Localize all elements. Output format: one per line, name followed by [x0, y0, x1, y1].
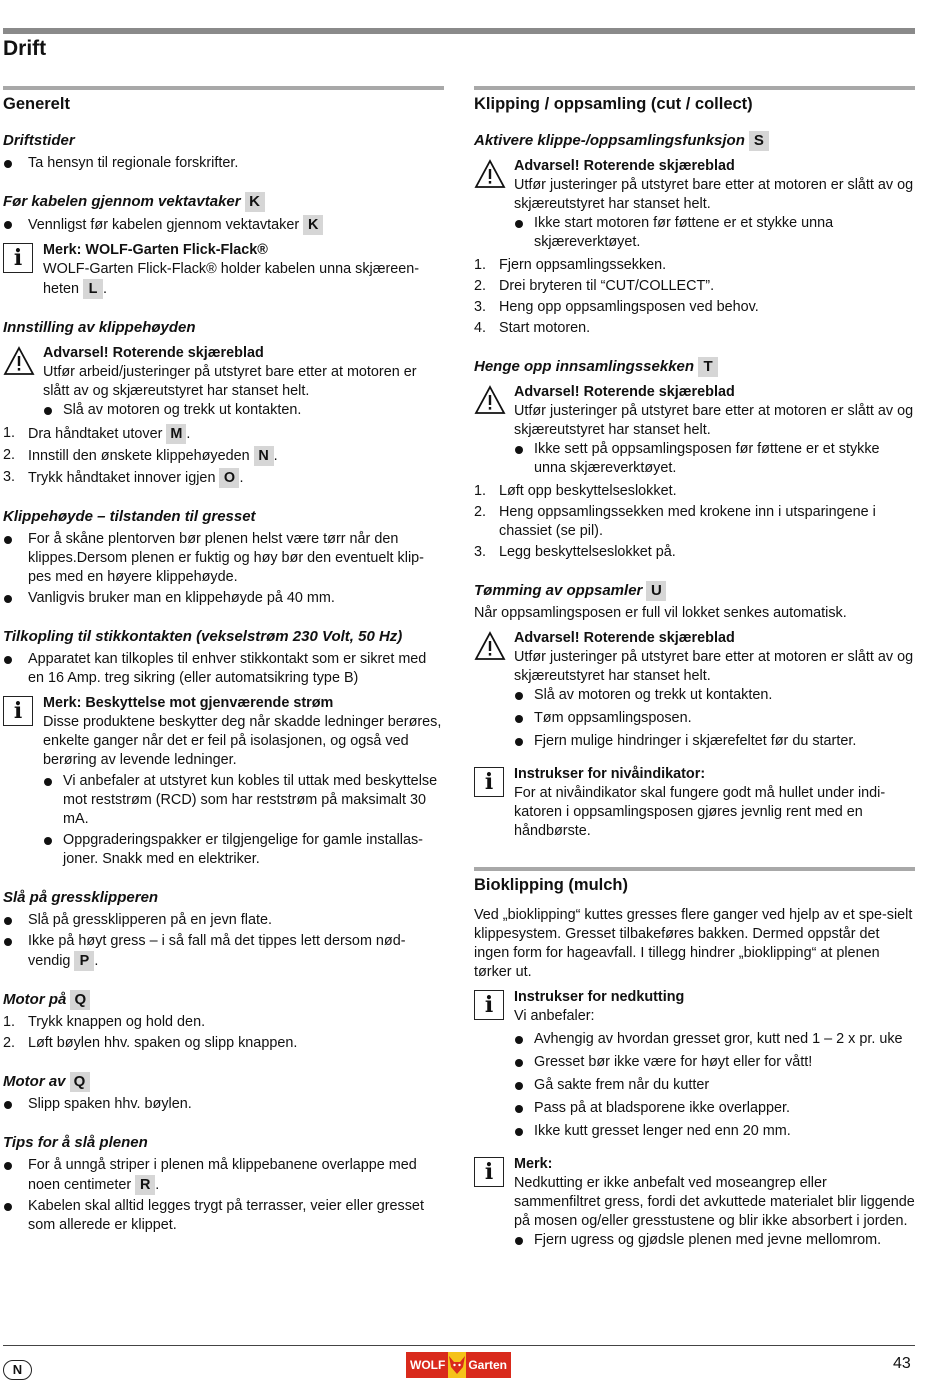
list-item: Slå av motoren og trekk ut kontakten. [43, 401, 444, 420]
figure-tag: Q [70, 1072, 90, 1092]
note-title: Merk: [514, 1156, 553, 1172]
language-badge: N [3, 1360, 32, 1380]
step-item: 1. Trykk knappen og hold den. [3, 1014, 206, 1030]
info-note [474, 988, 915, 1143]
list-item: Pass på at bladsporene ikke overlapper. [514, 1099, 915, 1118]
warning-note [474, 157, 915, 254]
fox-icon [448, 1352, 466, 1378]
list-item: Kabelen skal alltid legges trygt på terrasser, veier eller gresset som allerede er klippet. [3, 1197, 444, 1235]
figure-tag: O [219, 468, 239, 488]
warning-title: Advarsel! Roterende skjæreblad [514, 384, 735, 400]
page-title: Drift [3, 37, 47, 60]
step-item: 1. Fjern oppsamlingssekken. [474, 257, 667, 273]
info-icon: i [3, 696, 33, 726]
heading-tips: Tips for å slå plenen [3, 1134, 148, 1151]
list-item: Ikke sett på oppsamlingsposen før føttene er et stykke unna skjæreverktøyet. [514, 440, 915, 478]
list-item: Avhengig av hvordan gresset gror, kutt ned 1 – 2 x pr. uke [514, 1030, 915, 1049]
warning-title: Advarsel! Roterende skjæreblad [43, 345, 264, 361]
figure-tag: L [83, 279, 103, 299]
step-item: 4. Start motoren. [474, 320, 591, 336]
logo-text-right: Garten [466, 1352, 511, 1378]
list-item: Fjern mulige hindringer i skjærefeltet før du starter. [514, 732, 915, 751]
info-icon: i [474, 1157, 504, 1187]
list-item: Slå av motoren og trekk ut kontakten. [514, 686, 915, 705]
list-item: Apparatet kan tilkoples til enhver stikkontakt som er sikret med en 16 Amp. treg sikring (eller automatsikring type B) [3, 650, 444, 688]
note-title: Merk: WOLF-Garten Flick-Flack® [43, 242, 268, 258]
warning-text: Utfør arbeid/justeringer på utstyret bare etter at motoren er slått av og skjæreutstyret har stanset helt. [43, 364, 417, 399]
warning-note [474, 383, 915, 480]
list-item: Ikke start motoren før føttene er et stykke unna skjæreverktøyet. [514, 214, 915, 252]
warning-icon [474, 385, 506, 415]
step-item: 1. Dra håndtaket utover M . [3, 425, 191, 442]
step-item: 2. Heng oppsamlingssekken med krokene inn i utsparingene i chassiet (se pil). [474, 504, 876, 539]
heading-henge: Henge opp innsamlingssekken T [474, 357, 915, 377]
heading-klippehoyde: Klippehøyde – tilstanden til gresset [3, 508, 256, 525]
list-item: Ikke på høyt gress – i så fall må det tippes lett dersom nød-vendig P . [3, 932, 444, 971]
warning-note [474, 629, 915, 753]
list-item: Vennligst før kabelen gjennom vektavtaker K [3, 215, 444, 235]
figure-tag: T [698, 357, 718, 377]
list-item: Ikke kutt gresset lenger ned enn 20 mm. [514, 1122, 915, 1141]
heading-motor-av: Motor av Q [3, 1072, 444, 1092]
figure-tag: P [74, 951, 94, 971]
figure-tag: M [166, 424, 186, 444]
step-item: 2. Løft bøylen hhv. spaken og slipp knappen. [3, 1035, 298, 1051]
figure-tag: K [245, 192, 265, 212]
heading-kabel: Før kabelen gjennom vektavtaker K [3, 192, 444, 212]
section-title-generelt: Generelt [3, 95, 70, 113]
page-number: 43 [893, 1355, 911, 1372]
info-note [474, 1155, 915, 1252]
heading-aktivere: Aktivere klippe-/oppsamlingsfunksjon S [474, 131, 915, 151]
list-item: Gå sakte frem når du kutter [514, 1076, 915, 1095]
note-text: Nedkutting er ikke anbefalt ved moseangrep eller sammenfiltret gress, fordi det avkuttede materialet blir liggende på mosen og/eller gresstustene og blir ikke absorbert i jorden. [514, 1175, 915, 1229]
warning-text: Utfør justeringer på utstyret bare etter at motoren er slått av og skjæreutstyret har stanset helt. [514, 649, 914, 684]
info-note [474, 765, 915, 841]
warning-text: Utfør justeringer på utstyret bare etter at motoren er slått av og skjæreutstyret har stanset helt. [514, 403, 914, 438]
figure-tag: Q [70, 990, 90, 1010]
note-text: For at nivåindikator skal fungere godt må hullet under indi-katoren i oppsamlingsposen gjøres jevnlig rent med en håndbørste. [514, 785, 886, 839]
footer-rule [3, 1345, 915, 1346]
info-note [3, 694, 444, 770]
paragraph: Når oppsamlingsposen er full vil lokket senkes automatisk. [474, 605, 847, 621]
warning-title: Advarsel! Roterende skjæreblad [514, 158, 735, 174]
note-title: Instrukser for nedkutting [514, 989, 685, 1005]
right-column [474, 86, 915, 1254]
list-item: Ta hensyn til regionale forskrifter. [3, 154, 444, 173]
list-item: Tøm oppsamlingsposen. [514, 709, 915, 728]
logo-text-left: WOLF [406, 1352, 448, 1378]
note-title: Instrukser for nivåindikator: [514, 766, 706, 782]
list-item: Fjern ugress og gjødsle plenen med jevne mellomrom. [514, 1231, 915, 1250]
list-item: Oppgraderingspakker er tilgjengelige for gamle installas-joner. Snakk med en elektriker. [43, 831, 444, 869]
list-item: For å unngå striper i plenen må klippebanene overlappe med noen centimeter R . [3, 1156, 444, 1195]
heading-tomming: Tømming av oppsamler U [474, 581, 915, 601]
step-item: 1. Løft opp beskyttelseslokket. [474, 483, 677, 499]
section-rule [474, 86, 915, 90]
note-text: WOLF-Garten Flick-Flack® holder kabelen unna skjæreen-heten L . [43, 261, 420, 297]
step-item: 2. Drei bryteren til “CUT/COLLECT”. [474, 278, 715, 294]
warning-icon [474, 159, 506, 189]
section-title-klipping: Klipping / oppsamling (cut / collect) [474, 95, 753, 113]
heading-sla-pa: Slå på gressklipperen [3, 889, 159, 906]
note-text: Vi anbefaler: [514, 1008, 595, 1024]
heading-motor-pa: Motor på Q [3, 990, 444, 1010]
list-item: Slå på gressklipperen på en jevn flate. [3, 911, 444, 930]
note-title: Merk: Beskyttelse mot gjenværende strøm [43, 695, 334, 711]
list-item: Slipp spaken hhv. bøylen. [3, 1095, 444, 1114]
list-item: For å skåne plentorven bør plenen helst være tørr når den klippes.Dersom plenen er fuktig og høy bør den eventuelt klip-pes med en høyere klippehøyde. [3, 530, 444, 587]
left-column [3, 86, 444, 1237]
step-item: 2. Innstill den ønskete klippehøyeden N . [3, 447, 278, 464]
info-icon: i [3, 243, 33, 273]
list-item: Vi anbefaler at utstyret kun kobles til uttak med beskyttelse mot reststrøm (RCD) som har reststrøm på maksimalt 30 mA. [43, 772, 444, 829]
note-text: Disse produktene beskytter deg når skadde ledninger berøres, enkelte ganger når det er feil på isolasjonen, og også ved berøring av levende ledninger. [43, 714, 442, 768]
heading-innstilling: Innstilling av klippehøyden [3, 319, 196, 336]
step-item: 3. Trykk håndtaket innover igjen O . [3, 469, 244, 486]
step-item: 3. Legg beskyttelseslokket på. [474, 544, 676, 560]
step-item: 3. Heng opp oppsamlingsposen ved behov. [474, 299, 759, 315]
figure-tag: R [135, 1175, 155, 1195]
warning-note [3, 344, 444, 422]
info-icon: i [474, 990, 504, 1020]
list-item: Gresset bør ikke være for høyt eller for vått! [514, 1053, 915, 1072]
list-item: Vanligvis bruker man en klippehøyde på 40 mm. [3, 589, 444, 608]
warning-icon [3, 346, 35, 376]
figure-tag: U [646, 581, 666, 601]
top-bar [3, 28, 915, 34]
paragraph: Ved „bioklipping“ kuttes gresses flere ganger ved hjelp av et spe-sielt klippesystem. Gresset tilbakeføres bakken. Dermed oppstår det ingen form for hageavfall. I tillegg hindrer „bioklipping“ at plenen tørker ut. [474, 907, 913, 980]
heading-tilkopling: Tilkopling til stikkontakten (vekselstrøm 230 Volt, 50 Hz) [3, 628, 403, 645]
section-rule [3, 86, 444, 90]
warning-text: Utfør justeringer på utstyret bare etter at motoren er slått av og skjæreutstyret har stanset helt. [514, 177, 914, 212]
heading-driftstider: Driftstider [3, 132, 75, 149]
figure-tag: K [303, 215, 323, 235]
brand-logo [406, 1352, 510, 1378]
warning-icon [474, 631, 506, 661]
info-icon: i [474, 767, 504, 797]
figure-tag: S [749, 131, 769, 151]
info-note [3, 241, 444, 299]
section-rule [474, 867, 915, 871]
section-title-bioklipping: Bioklipping (mulch) [474, 876, 628, 894]
warning-title: Advarsel! Roterende skjæreblad [514, 630, 735, 646]
figure-tag: N [254, 446, 274, 466]
